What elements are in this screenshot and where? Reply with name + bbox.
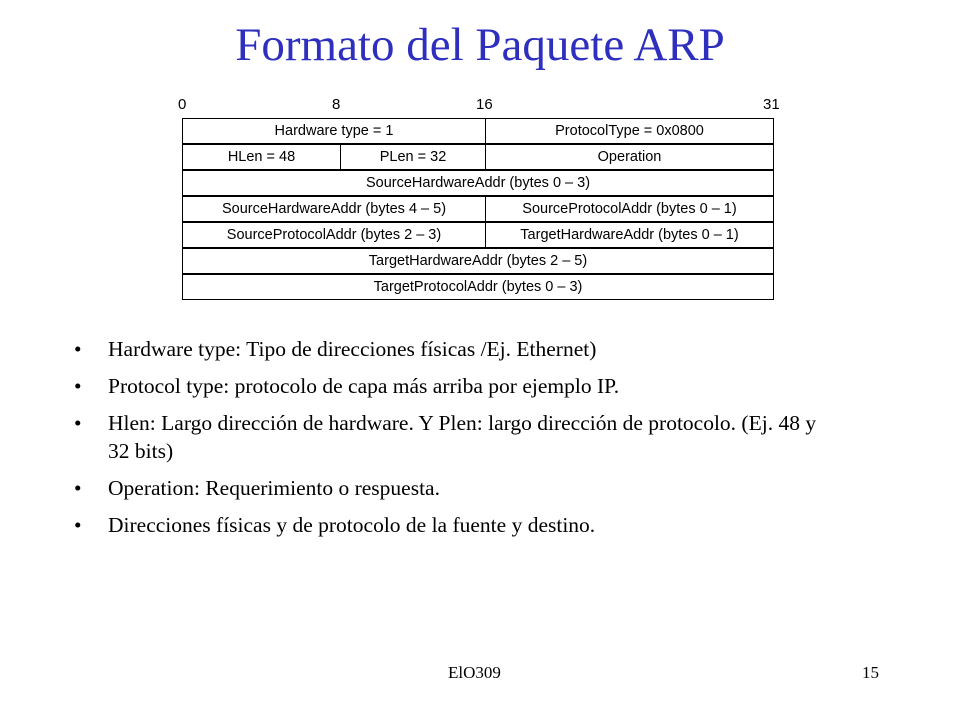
- bullet-list: [74, 335, 834, 548]
- bullet-operation: • Operation: Requerimiento o respuesta.: [74, 474, 834, 502]
- slide-title: Formato del Paquete ARP: [235, 19, 725, 71]
- field-row: [182, 248, 774, 274]
- protocol-type-field: ProtocolType = 0x0800: [485, 119, 773, 143]
- source-protocol-addr-0-1: SourceProtocolAddr (bytes 0 – 1): [485, 197, 773, 221]
- arp-packet-diagram: [170, 92, 790, 308]
- field-row: [182, 144, 774, 170]
- source-protocol-addr-2-3: SourceProtocolAddr (bytes 2 – 3): [226, 227, 442, 243]
- hlen-field: HLen = 48: [227, 149, 296, 165]
- target-protocol-addr-0-3: TargetProtocolAddr (bytes 0 – 3): [373, 279, 583, 295]
- field-row: [182, 118, 774, 144]
- source-hardware-addr-4-5: SourceHardwareAddr (bytes 4 – 5): [221, 201, 447, 217]
- bullet-hlen-plen: • Hlen: Largo dirección de hardware. Y Plen: largo dirección de protocolo. (Ej. 48 y 32 bits): [74, 409, 834, 465]
- bit-label-31: 31: [763, 96, 780, 113]
- bit-label-8: 8: [332, 96, 341, 113]
- bullet-addresses: • Direcciones físicas y de protocolo de la fuente y destino.: [74, 511, 834, 539]
- plen-field: PLen = 32: [340, 145, 485, 169]
- field-row: [182, 170, 774, 196]
- field-row: [182, 196, 774, 222]
- field-row: [182, 274, 774, 300]
- source-hardware-addr-0-3: SourceHardwareAddr (bytes 0 – 3): [365, 175, 591, 191]
- footer-page-number: 15: [862, 663, 879, 682]
- bit-label-0: 0: [178, 96, 187, 113]
- field-row: [182, 222, 774, 248]
- hardware-type-field: Hardware type = 1: [274, 123, 394, 139]
- bullet-hardware-type: • Hardware type: Tipo de direcciones físicas /Ej. Ethernet): [74, 335, 834, 363]
- operation-field: Operation: [485, 145, 773, 169]
- bullet-protocol-type: • Protocol type: protocolo de capa más arriba por ejemplo IP.: [74, 372, 834, 400]
- target-hardware-addr-2-5: TargetHardwareAddr (bytes 2 – 5): [368, 253, 588, 269]
- bit-label-16: 16: [476, 96, 493, 113]
- footer-course: ElO309: [448, 663, 501, 682]
- target-hardware-addr-0-1: TargetHardwareAddr (bytes 0 – 1): [485, 223, 773, 247]
